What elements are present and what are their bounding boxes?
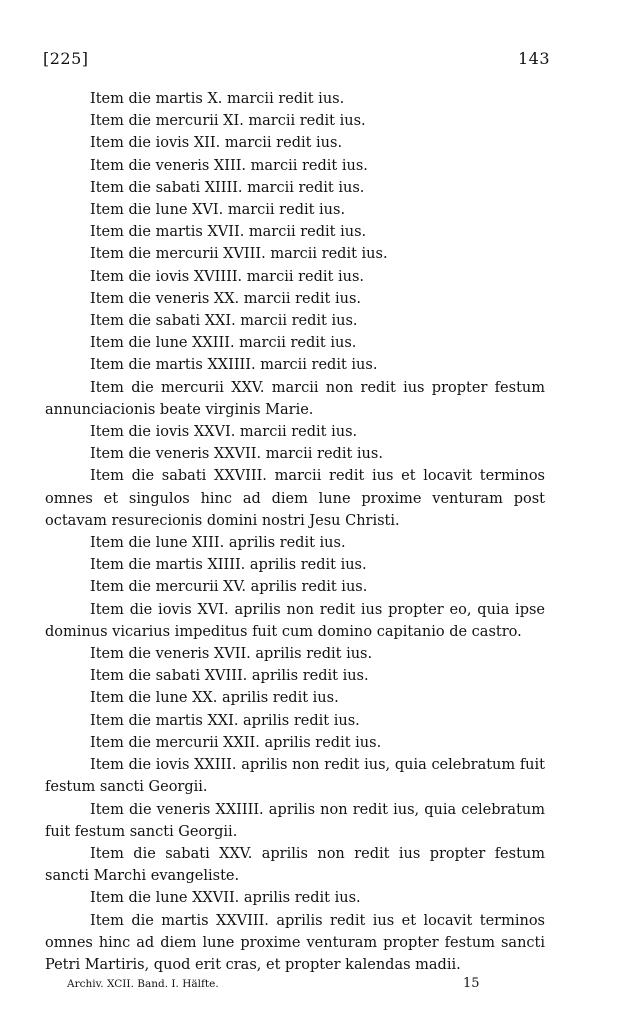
paragraph: Item die lune XIII. aprilis redit ius. [90, 535, 346, 552]
paragraph: Item die iovis XVIIII. marcii redit ius. [90, 268, 364, 285]
paragraph: Item die martis XVII. marcii redit ius. [90, 224, 367, 241]
paragraph: Item die veneris XXVII. marcii redit ius. [90, 446, 383, 463]
paragraph: Item die martis X. marcii redit ius. [90, 91, 345, 107]
footer-sheet-number: 15 [463, 976, 480, 991]
paragraph: Item die veneris XIII. marcii redit ius. [90, 157, 368, 174]
page-signature-number: [225] [43, 49, 89, 68]
paragraph: Item die mercurii XV. aprilis redit ius. [90, 579, 368, 596]
paragraph: Item die martis XXIIII. marcii redit ius. [90, 357, 378, 374]
paragraph: Item die veneris XXIIII. aprilis non redit ius, quia celebratum fuit festum sancti Georgii. [45, 801, 545, 840]
paragraph: Item die lune XVI. marcii redit ius. [90, 202, 346, 219]
paragraph: Item die sabati XXVIII. marcii redit ius et locavit terminos omnes et singulos hinc ad diem lune proxime venturam post octavam resurecionis domini nostri Jesu Christi. [45, 468, 545, 529]
paragraph: Item die iovis XXVI. marcii redit ius. [90, 424, 358, 441]
paragraph: Item die iovis XXIII. aprilis non redit ius, quia celebratum fuit festum sancti Georgii. [45, 757, 545, 796]
paragraph: Item die martis XXI. aprilis redit ius. [90, 712, 360, 729]
paragraph: Item die iovis XII. marcii redit ius. [90, 135, 343, 152]
paragraph: Item die lune XXVII. aprilis redit ius. [90, 890, 361, 907]
document-body [45, 88, 545, 976]
paragraph: Item die sabati XXV. aprilis non redit ius propter festum sancti Marchi evangeliste. [45, 845, 545, 885]
paragraph: Item die mercurii XXV. marcii non redit ius propter festum annunciacionis beate virginis Marie. [45, 379, 545, 418]
footer-source: Archiv. XCII. Band. I. Hälfte. [67, 978, 219, 990]
paragraph: Item die lune XXIII. marcii redit ius. [90, 335, 357, 352]
page-number: 143 [518, 49, 551, 68]
paragraph: Item die veneris XX. marcii redit ius. [90, 290, 362, 307]
paragraph: Item die mercurii XVIII. marcii redit ius. [90, 246, 388, 263]
paragraph: Item die martis XIIII. aprilis redit ius. [90, 557, 367, 574]
paragraph: Item die lune XX. aprilis redit ius. [90, 690, 339, 707]
paragraph: Item die iovis XVI. aprilis non redit ius propter eo, quia ipse dominus vicarius impeditus fuit cum domino capitanio de castro. [45, 601, 545, 640]
paragraph: Item die sabati XVIII. aprilis redit ius. [90, 668, 369, 685]
paragraph: Item die mercurii XXII. aprilis redit ius. [90, 734, 382, 751]
paragraph: Item die martis XXVIII. aprilis redit ius et locavit terminos omnes hinc ad diem lune proxime venturam propter festum sancti Petri Martiris, quod erit cras, et propter kalendas madii. [45, 912, 545, 973]
paragraph: Item die sabati XIIII. marcii redit ius. [90, 179, 365, 196]
paragraph: Item die veneris XVII. aprilis redit ius. [90, 646, 373, 663]
paragraph: Item die sabati XXI. marcii redit ius. [90, 313, 358, 330]
paragraph: Item die mercurii XI. marcii redit ius. [90, 113, 366, 130]
